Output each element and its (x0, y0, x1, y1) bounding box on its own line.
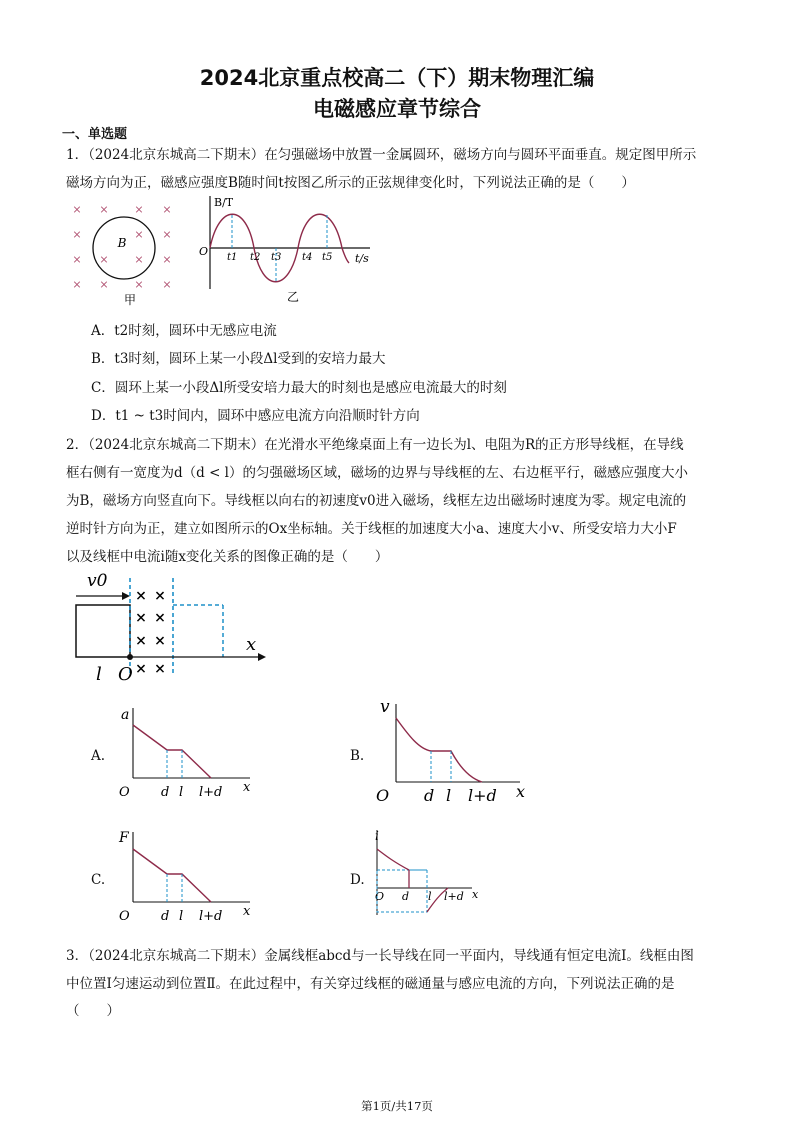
q2-graph-d[interactable] (372, 830, 502, 920)
q1-option-b[interactable]: B．t3时刻，圆环上某一小段Δl受到的安培力最大 (91, 351, 386, 367)
q1-stem-line2: 磁场方向为正，磁感应强度B随时间t按图乙所示的正弦规律变化时，下列说法正确的是（ ） (66, 175, 635, 191)
graph-b-tick-l: l (446, 786, 452, 805)
q1-option-c[interactable]: C．圆环上某一小段Δl所受安培力最大的时刻也是感应电流最大的时刻 (91, 380, 507, 396)
x-axis-label: x (246, 634, 257, 655)
graph-a-tick-l: l (179, 785, 184, 800)
graph-a-tick-ld: l+d (199, 785, 223, 800)
tick-t3: t3 (271, 252, 282, 263)
graph-c-origin: O (119, 909, 130, 924)
svg-text:×: × (134, 278, 144, 291)
axis-label-bt: B/T (214, 196, 234, 209)
svg-text:×: × (162, 228, 172, 241)
svg-text:×: × (135, 610, 147, 626)
q1-option-a[interactable]: A．t2时刻，圆环中无感应电流 (91, 323, 277, 339)
frame-l-label: l (96, 664, 102, 685)
wire-frame (76, 605, 130, 657)
graph-d-tick-d: d (402, 890, 410, 903)
svg-text:×: × (162, 278, 172, 291)
q2-stem-line2: 框右侧有一宽度为d（d < l）的匀强磁场区域，磁场的边界与导线框的左、右边框平行，磁感应强度大小 (66, 465, 688, 481)
page-subtitle: 电磁感应章节综合 (313, 97, 481, 121)
svg-text:×: × (72, 228, 82, 241)
page-footer: 第1页/共17页 (361, 1099, 433, 1113)
q3-stem-line3: （ ） (66, 1003, 120, 1019)
graph-c-xaxis: x (243, 904, 251, 919)
svg-text:×: × (135, 633, 147, 649)
q1-figure-jia (66, 198, 186, 308)
tick-t4: t4 (302, 252, 313, 263)
graph-c-tick-l: l (179, 909, 184, 924)
svg-text:×: × (99, 253, 109, 266)
svg-text:×: × (72, 203, 82, 216)
q1-stem-line1: 1．（2024北京东城高二下期末）在匀强磁场中放置一金属圆环，磁场方向与圆环平面垂直。规定图甲所示 (66, 147, 697, 163)
graph-b-yaxis: v (380, 697, 390, 717)
svg-text:×: × (72, 253, 82, 266)
tick-t2: t2 (250, 252, 261, 263)
graph-b-tick-d: d (424, 786, 435, 805)
q2-choice-d-label[interactable]: D. (350, 872, 365, 888)
svg-text:×: × (134, 228, 144, 241)
svg-text:×: × (99, 278, 109, 291)
graph-c-tick-d: d (161, 909, 170, 924)
svg-text:×: × (135, 661, 147, 677)
q2-stem-line3: 为B，磁场方向竖直向下。导线框以向右的初速度v0进入磁场，线框左边出磁场时速度为零。规定电流的 (66, 493, 687, 509)
tick-t5: t5 (322, 252, 333, 263)
q2-choice-c-label[interactable]: C. (91, 872, 106, 888)
svg-text:×: × (134, 203, 144, 216)
fig-jia-caption: 甲 (123, 293, 137, 307)
q2-choice-a-label[interactable]: A. (91, 748, 106, 764)
ring-b-label: B (117, 236, 127, 250)
q1-option-d[interactable]: D．t1 ~ t3时间内，圆环中感应电流方向沿顺时针方向 (91, 408, 420, 424)
svg-text:×: × (154, 610, 166, 626)
graph-d-tick-l: l (428, 890, 432, 903)
svg-text:×: × (72, 278, 82, 291)
svg-text:×: × (154, 633, 166, 649)
svg-text:×: × (162, 203, 172, 216)
graph-b-origin: O (376, 786, 390, 805)
q2-graph-b[interactable] (374, 694, 534, 814)
graph-a-yaxis: a (121, 707, 130, 723)
magnetic-field-crosses (135, 588, 166, 677)
graph-b-xaxis: x (516, 782, 526, 801)
graph-d-tick-ld: l+d (444, 890, 464, 903)
q3-stem-line2: 中位置Ⅰ匀速运动到位置Ⅱ。在此过程中，有关穿过线框的磁通量与感应电流的方向，下列说法正确的是 (66, 976, 675, 992)
graph-d-origin: O (375, 890, 385, 903)
q1-figure-yi (195, 193, 385, 308)
svg-text:×: × (135, 588, 147, 604)
q2-stem-line5: 以及线框中电流i随x变化关系的图像正确的是（ ） (66, 549, 389, 565)
q2-graph-c[interactable] (115, 827, 265, 927)
origin-label: O (118, 664, 133, 685)
v0-label: v0 (87, 571, 108, 591)
graph-a-xaxis: x (243, 780, 251, 795)
page-title: 2024北京重点校高二（下）期末物理汇编 (199, 66, 595, 90)
fig-yi-caption: 乙 (286, 290, 300, 304)
svg-text:×: × (154, 588, 166, 604)
q2-choice-b-label[interactable]: B. (350, 748, 365, 764)
graph-a-tick-d: d (161, 785, 170, 800)
axis-label-ts: t/s (355, 252, 369, 265)
tick-t1: t1 (227, 252, 238, 263)
q2-stem-line4: 逆时针方向为正，建立如图所示的Ox坐标轴。关于线框的加速度大小a、速度大小v、所受安培力大小F (66, 521, 677, 537)
section-heading: 一、单选题 (62, 127, 128, 142)
graph-d-xaxis: x (472, 888, 479, 901)
graph-b-tick-ld: l+d (468, 786, 497, 805)
q2-stem-line1: 2．（2024北京东城高二下期末）在光滑水平绝缘桌面上有一边长为l、电阻为R的正方形导线框，在导线 (66, 437, 684, 453)
svg-text:×: × (99, 203, 109, 216)
svg-text:×: × (154, 661, 166, 677)
graph-c-tick-ld: l+d (199, 909, 223, 924)
graph-c-yaxis: F (119, 830, 129, 846)
graph-a-origin: O (119, 785, 130, 800)
svg-text:×: × (134, 253, 144, 266)
svg-text:×: × (162, 253, 172, 266)
graph-d-yaxis: i (375, 829, 379, 843)
q3-stem-line1: 3．（2024北京东城高二下期末）金属线框abcd与一长导线在同一平面内，导线通有恒定电流I。线框由图 (66, 948, 694, 964)
q2-graph-a[interactable] (115, 703, 265, 823)
q2-setup-figure (72, 568, 272, 686)
axis-label-origin: O (199, 245, 209, 258)
